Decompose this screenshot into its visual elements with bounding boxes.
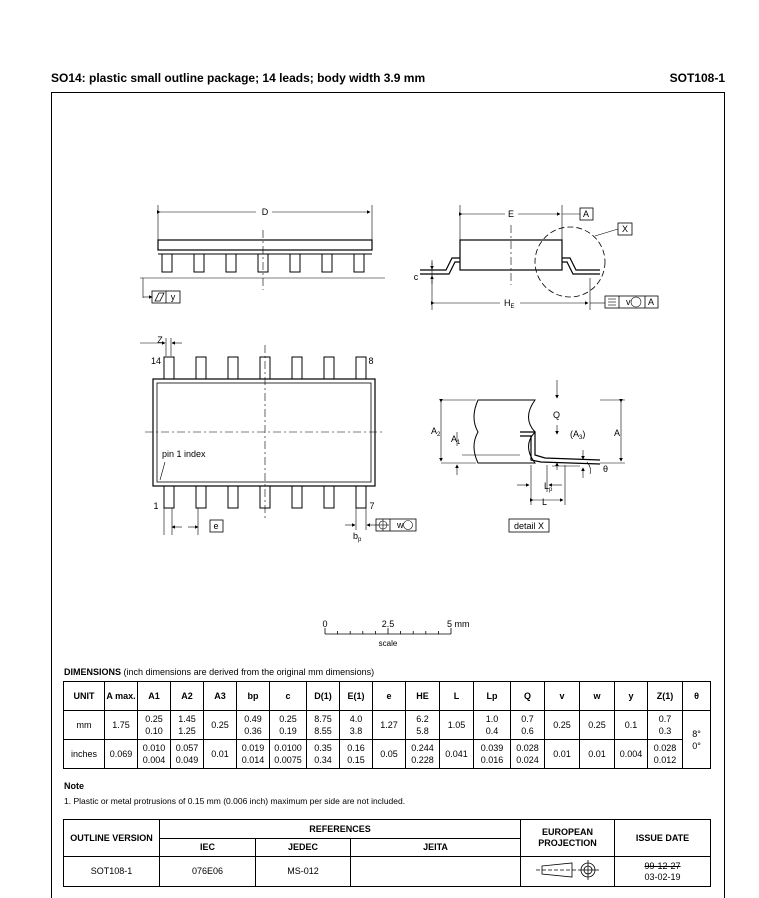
outline-version-value: SOT108-1 bbox=[64, 857, 160, 887]
cell: 0.05 bbox=[373, 740, 406, 769]
col-w: w bbox=[580, 682, 615, 711]
dim-bp-label: $b_p$ bbox=[353, 531, 362, 543]
col-A3: A3 bbox=[204, 682, 237, 711]
cell: 0.1 bbox=[615, 711, 648, 740]
col-e: e bbox=[373, 682, 406, 711]
cell: 1.0 0.4 bbox=[474, 711, 511, 740]
cell: 1.05 bbox=[440, 711, 474, 740]
cell: 0.01 bbox=[204, 740, 237, 769]
dim-A-label: A bbox=[614, 428, 621, 438]
dim-Lp-label: $L_p$ bbox=[544, 481, 553, 493]
dim-HE-label: $H_E$ bbox=[504, 298, 515, 310]
col-bp: bp bbox=[237, 682, 270, 711]
pin-14-label: 14 bbox=[150, 356, 162, 366]
col-Q: Q bbox=[511, 682, 545, 711]
cell: 0.25 0.19 bbox=[270, 711, 307, 740]
dim-e-label: e bbox=[213, 521, 219, 531]
dim-Z-label: Z bbox=[157, 335, 163, 345]
table-row bbox=[64, 820, 711, 839]
cell: mm bbox=[64, 711, 105, 740]
jedec-value: MS-012 bbox=[256, 857, 351, 887]
package-code: SOT108-1 bbox=[669, 71, 725, 85]
cell: 0.069 bbox=[105, 740, 138, 769]
cell: 0.028 0.024 bbox=[511, 740, 545, 769]
references-header: REFERENCES bbox=[160, 820, 521, 839]
tolerance-v-label: v bbox=[626, 297, 631, 307]
cell: 0.35 0.34 bbox=[307, 740, 340, 769]
theta-cell: 8° 0° bbox=[683, 711, 711, 769]
cell: 0.244 0.228 bbox=[406, 740, 440, 769]
references-table bbox=[63, 819, 711, 887]
jeita-header: JEITA bbox=[351, 839, 521, 857]
table-row bbox=[64, 740, 711, 769]
col-y: y bbox=[615, 682, 648, 711]
cell: 0.25 bbox=[545, 711, 580, 740]
dim-A2-label: $A_2$ bbox=[431, 426, 441, 438]
cell: 0.041 bbox=[440, 740, 474, 769]
top-view bbox=[140, 205, 385, 303]
cell: 0.019 0.014 bbox=[237, 740, 270, 769]
cell: 1.45 1.25 bbox=[171, 711, 204, 740]
cell: 0.7 0.6 bbox=[511, 711, 545, 740]
col-Z: Z(1) bbox=[648, 682, 683, 711]
note-text: 1. Plastic or metal protrusions of 0.15 mm (0.006 inch) maximum per side are not included. bbox=[64, 796, 406, 806]
cell: 0.25 0.10 bbox=[138, 711, 171, 740]
outline-version-header: OUTLINE VERSION bbox=[64, 820, 160, 857]
cell: 0.057 0.049 bbox=[171, 740, 204, 769]
scale-tick-2-5: 2.5 bbox=[381, 619, 395, 629]
col-HE: HE bbox=[406, 682, 440, 711]
pin-1-label: 1 bbox=[153, 501, 159, 511]
tolerance-A-ref: A bbox=[647, 297, 655, 307]
cell: 1.75 bbox=[105, 711, 138, 740]
issue-date-old: 99-12-27 bbox=[644, 860, 681, 871]
issue-date-new: 03-02-19 bbox=[644, 871, 681, 882]
col-unit: UNIT bbox=[64, 682, 105, 711]
detail-x-view bbox=[441, 380, 625, 532]
table-row bbox=[64, 857, 711, 887]
note-heading: Note bbox=[64, 781, 84, 791]
cell: 0.25 bbox=[580, 711, 615, 740]
issue-dates bbox=[615, 857, 711, 887]
col-A: A max. bbox=[105, 682, 138, 711]
cell: 0.16 0.15 bbox=[340, 740, 373, 769]
col-A1: A1 bbox=[138, 682, 171, 711]
european-projection-header: EUROPEAN PROJECTION bbox=[521, 820, 615, 857]
dim-E-label: E bbox=[507, 209, 515, 219]
projection-symbol-cell bbox=[521, 857, 615, 887]
bottom-view bbox=[140, 338, 416, 535]
page-title: SO14: plastic small outline package; 14 leads; body width 3.9 mm bbox=[51, 71, 426, 85]
tolerance-w-label: w bbox=[397, 520, 404, 530]
dim-D-label: D bbox=[261, 207, 269, 217]
cell: 0.49 0.36 bbox=[237, 711, 270, 740]
dimensions-table bbox=[63, 681, 711, 769]
cell: 0.0100 0.0075 bbox=[270, 740, 307, 769]
cell: 0.028 0.012 bbox=[648, 740, 683, 769]
projection-symbol-icon bbox=[534, 859, 602, 881]
cell: 0.01 bbox=[580, 740, 615, 769]
dim-c-label: c bbox=[413, 272, 419, 282]
pin-8-label: 8 bbox=[368, 356, 374, 366]
flatness-y-label: y bbox=[170, 292, 176, 302]
jeita-value bbox=[351, 857, 521, 887]
pin-1-index-label: pin 1 index bbox=[162, 449, 206, 459]
datum-A-label: A bbox=[582, 209, 590, 219]
cell: 6.2 5.8 bbox=[406, 711, 440, 740]
dim-L-label: L bbox=[542, 497, 548, 507]
col-A2: A2 bbox=[171, 682, 204, 711]
cell: 0.7 0.3 bbox=[648, 711, 683, 740]
dim-Q-label: Q bbox=[553, 410, 561, 420]
pin-7-label: 7 bbox=[369, 501, 375, 511]
dimensions-caption: DIMENSIONS (inch dimensions are derived from the original mm dimensions) bbox=[64, 667, 375, 677]
iec-value: 076E06 bbox=[160, 857, 256, 887]
cell: 0.25 bbox=[204, 711, 237, 740]
cell: 4.0 3.8 bbox=[340, 711, 373, 740]
col-c: c bbox=[270, 682, 307, 711]
table-row bbox=[64, 711, 711, 740]
cell: 0.010 0.004 bbox=[138, 740, 171, 769]
detail-x-caption: detail X bbox=[513, 521, 545, 531]
cell: 8.75 8.55 bbox=[307, 711, 340, 740]
cell: 1.27 bbox=[373, 711, 406, 740]
scale-tick-5: 5 mm bbox=[447, 619, 470, 629]
scale-caption: scale bbox=[378, 639, 398, 648]
issue-date-header: ISSUE DATE bbox=[615, 820, 711, 857]
cell: 0.004 bbox=[615, 740, 648, 769]
iec-header: IEC bbox=[160, 839, 256, 857]
detail-X-label: X bbox=[621, 224, 629, 234]
cell: inches bbox=[64, 740, 105, 769]
side-view bbox=[420, 205, 658, 310]
col-D: D(1) bbox=[307, 682, 340, 711]
cell: 0.01 bbox=[545, 740, 580, 769]
dim-A3-label: $(A_3)$ bbox=[570, 429, 586, 441]
dim-A1-label: $A_1$ bbox=[451, 434, 461, 446]
jedec-header: JEDEC bbox=[256, 839, 351, 857]
col-theta: θ bbox=[683, 682, 711, 711]
cell: 0.039 0.016 bbox=[474, 740, 511, 769]
col-L: L bbox=[440, 682, 474, 711]
dim-theta-label: θ bbox=[603, 464, 609, 474]
col-E: E(1) bbox=[340, 682, 373, 711]
col-v: v bbox=[545, 682, 580, 711]
col-Lp: Lp bbox=[474, 682, 511, 711]
scale-tick-0: 0 bbox=[322, 619, 328, 629]
table-header-row bbox=[64, 682, 711, 711]
